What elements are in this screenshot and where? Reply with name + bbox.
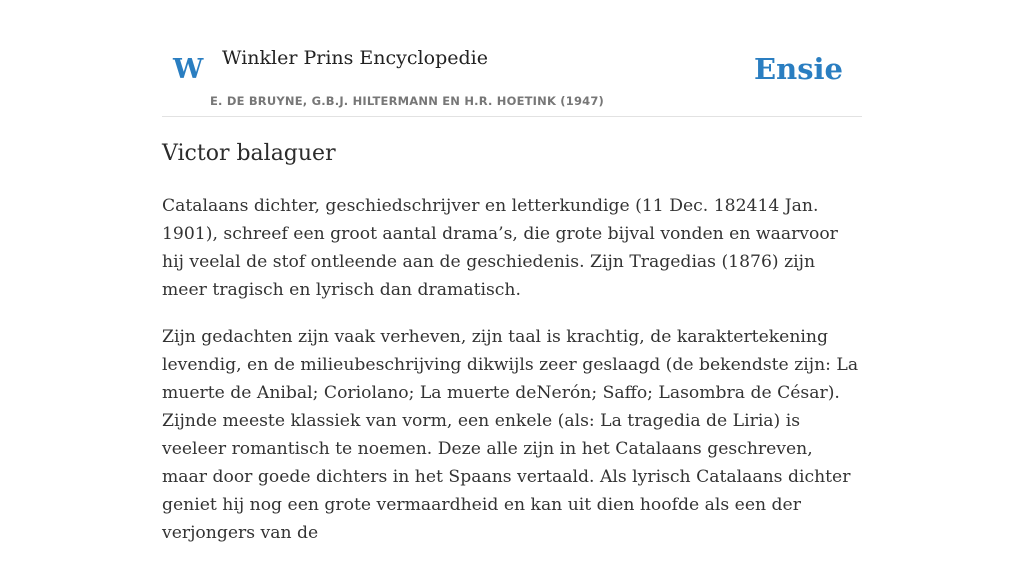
winkler-prins-logo[interactable]: W bbox=[173, 54, 204, 85]
site-header bbox=[162, 0, 862, 117]
book-authors: E. DE BRUYNE, G.B.J. HILTERMANN EN H.R. HOETINK (1947) bbox=[210, 94, 605, 108]
article-paragraph: Catalaans dichter, geschiedschrijver en letterkundige (11 Dec. 182414 Jan. 1901), schreef een groot aantal drama’s, die grote bijval vonden en waarvoor hij veelal de stof ontleende aan de geschiedenis. Zijn Tragedias (1876) zijn meer tragisch en lyrisch dan dramatisch. bbox=[162, 196, 838, 300]
article-body bbox=[162, 192, 862, 566]
ensie-logo-link[interactable]: Ensie bbox=[754, 52, 843, 86]
page-title: Victor balaguer bbox=[162, 141, 336, 166]
article-paragraph: Zijn gedachten zijn vaak verheven, zijn taal is krachtig, de karaktertekening levendig, en de milieubeschrijving dikwijls zeer geslaagd (de bekendste zijn: La muerte de Anibal; Coriolano; La muerte deNerón; Saffo; Lasombra de César). Zijnde meeste klassiek van vorm, een enkele (als: La tragedia de Liria) is veeleer romantisch te noemen. Deze alle zijn in het Catalaans geschreven, maar door goede dichters in het Spaans vertaald. Als lyrisch Catalaans dichter geniet hij nog een grote vermaardheid en kan uit dien hoofde als een der verjongers van de bbox=[162, 327, 859, 543]
book-title[interactable]: Winkler Prins Encyclopedie bbox=[222, 47, 488, 69]
